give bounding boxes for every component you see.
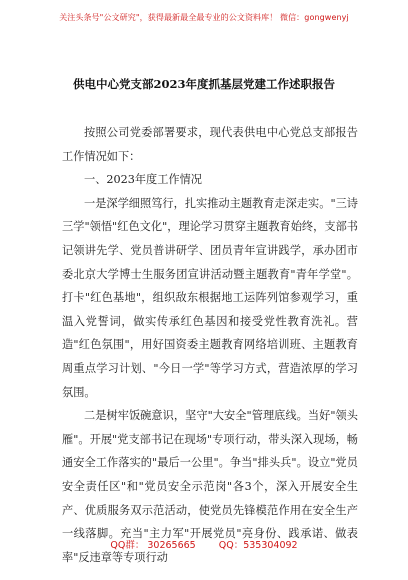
section-heading: 一、2023年度工作情况 [84,173,202,187]
document-title: 供电中心党支部2023年度抓基层党建工作述职报告 [72,77,335,91]
footer-qq-number: QQ：535304092 [218,540,298,551]
paragraph-2: 二是树牢饭碗意识，坚守"大安全"管理底线。当好"领头雁"。开展"党支部书记在现场"专项行动，带头深入现场，畅通安全工作落实的"最后一公里"。争当"排头兵"。设立"党员安全责任区"和"党员安全示范岗"各3个，深入开展安全生产、优质服务双示范活动，使党员先锋模范作用在安全生产一线落脚。充当"主力军"开展党员"亮身份、践承诺、做表率"反违章等专项行动 [62,409,358,564]
document-body [62,121,358,569]
footer [0,537,408,551]
intro-paragraph: 按照公司党委部署要求，现代表供电中心党总支部报告工作情况如下： [62,126,358,163]
paragraph-1: 一是深学细照笃行，扎实推动主题教育走深走实。"三诗三学"领悟"红色文化"，理论学习贯穿主题教育始终，支部书记领讲先学、党员普讲研学、团员青年宣讲践学，承办团市委北京大学博士生服务团宣讲活动暨主题教育"青年学堂"。打卡"红色基地"，组织敌东根据地工运阵列馆参观学习，重温入党誓词，做实传承红色基因和接受党性教育洗礼。营造"红色氛围"，用好国资委主题教育网络培训班、主题教育周重点学习计划、"今日一学"等学习方式，营造浓厚的学习氛围。 [62,196,358,399]
header-banner: 关注头条号"公文研究"，获得最新最全最专业的公文资料库！ 微信：gongwenyj [59,13,349,22]
footer-qq-group: QQ群： 30265665 [110,540,196,551]
